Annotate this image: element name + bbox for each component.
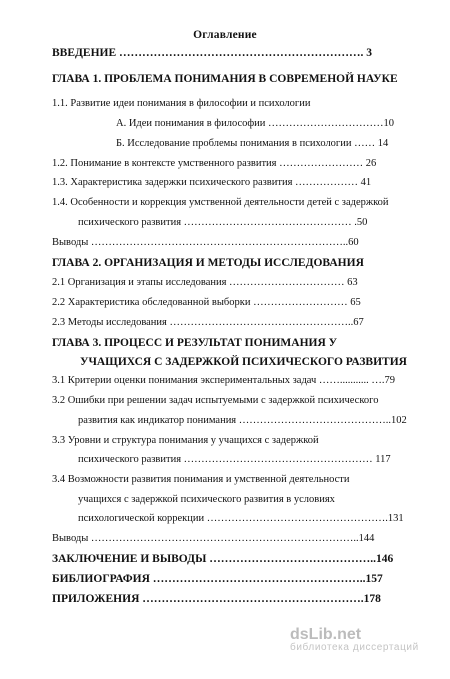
watermark-subtitle: библиотека диссертаций: [290, 642, 419, 653]
watermark: [290, 626, 440, 653]
toc-entry: 3.1 Критерии оценки понимания экспериментальных задач ……........... ….79: [52, 375, 396, 386]
toc-entry: учащихся с задержкой психического развития в условиях: [78, 494, 335, 505]
toc-entry: ЗАКЛЮЧЕНИЕ И ВЫВОДЫ ……………………………………..146: [52, 553, 394, 565]
toc-entry: ГЛАВА 3. ПРОЦЕСС И РЕЗУЛЬТАТ ПОНИМАНИЯ У: [52, 337, 338, 349]
toc-entry: психологической коррекции …………………………………………….131: [78, 513, 404, 524]
toc-entry: психического развития ………………………………………… .50: [78, 217, 368, 228]
toc-entry: 2.1 Организация и этапы исследования …………………………… 63: [52, 277, 358, 288]
toc-entry: УЧАЩИХСЯ С ЗАДЕРЖКОЙ ПСИХИЧЕСКОГО РАЗВИТИЯ: [80, 356, 407, 368]
toc-entry: ВВЕДЕНИЕ ………………………………………………………. 3: [52, 47, 373, 59]
toc-entry: 3.2 Ошибки при решении задач испытуемыми с задержкой психического: [52, 395, 379, 406]
toc-entry: развития как индикатор понимания ……………………………………..102: [78, 415, 407, 426]
toc-entry: ПРИЛОЖЕНИЯ ………………………………………………….178: [52, 593, 381, 605]
toc-entry: 1.3. Характеристика задержки психического развития ……………… 41: [52, 177, 372, 188]
toc-entry: 2.3 Методы исследования ……………………………………………..67: [52, 317, 364, 328]
toc-entry: 1.2. Понимание в контексте умственного развития …………………… 26: [52, 158, 377, 169]
toc-entry: ГЛАВА 2. ОРГАНИЗАЦИЯ И МЕТОДЫ ИССЛЕДОВАНИЯ: [52, 257, 364, 269]
toc-entry: БИБЛИОГРАФИЯ ………………………………………………..157: [52, 573, 383, 585]
toc-entry: психического развития ……………………………………………… 117: [78, 454, 391, 465]
toc-entry: 1.1. Развитие идеи понимания в философии и психологии: [52, 98, 311, 109]
toc-entry: 2.2 Характеристика обследованной выборки ……………………… 65: [52, 297, 361, 308]
toc-entry: Б. Исследование проблемы понимания в психологии …… 14: [116, 138, 389, 149]
toc-entry: ГЛАВА 1. ПРОБЛЕМА ПОНИМАНИЯ В СОВРЕМЕНОЙ НАУКЕ: [52, 73, 398, 85]
toc-entry: А. Идеи понимания в философии ……………………………10: [116, 118, 395, 129]
toc-entry: 3.4 Возможности развития понимания и умственной деятельности: [52, 474, 350, 485]
toc-entry: Выводы ………………………………………………………………..60: [52, 237, 359, 248]
page-title: Оглавление: [193, 29, 257, 41]
toc-entry: 3.3 Уровни и структура понимания у учащихся с задержкой: [52, 435, 319, 446]
watermark-logo: dsLib.net: [290, 626, 362, 643]
toc-entry: Выводы …………………………………………………………………..144: [52, 533, 375, 544]
toc-entry: 1.4. Особенности и коррекция умственной деятельности детей с задержкой: [52, 197, 389, 208]
